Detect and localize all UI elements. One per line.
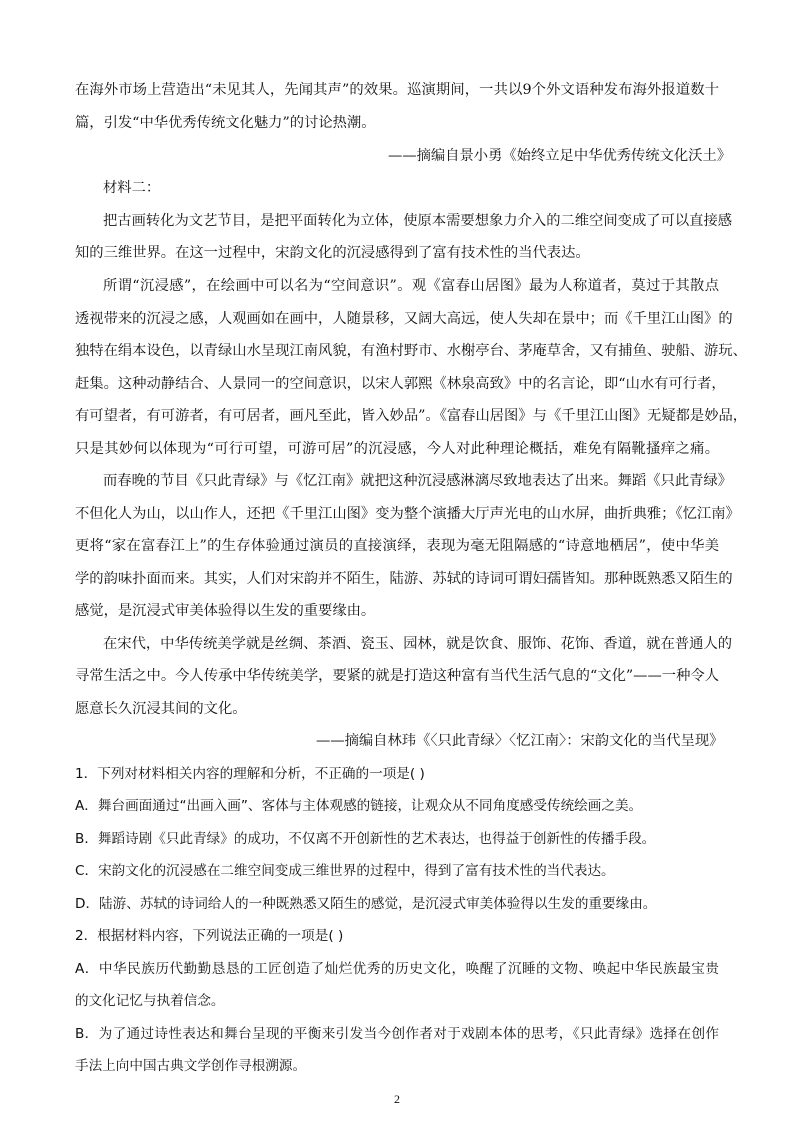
paragraph-line: 有可望者，有可游者，有可居者，画凡至此，皆入妙品”。《富春山居图》与《千里江山图》无疑都是妙品， <box>75 408 748 424</box>
question-2-option-a: A．中华民族历代勤勤恳恳的工匠创造了灿烂优秀的历史文化，唤醒了沉睡的文物、唤起中华民族最宝贵 <box>75 961 719 977</box>
question-1-option-b: B．舞蹈诗剧《只此青绿》的成功，不仅离不开创新性的艺术表达，也得益于创新性的传播手段。 <box>75 831 656 847</box>
paragraph-line: 寻常生活之中。今人传承中华传统美学，要紧的就是打造这种富有当代生活气息的“文化”——一种令人 <box>75 668 719 684</box>
paragraph-line: 愿意长久沉浸其间的文化。 <box>75 701 247 717</box>
paragraph-line: 在宋代，中华传统美学就是丝绸、茶酒、瓷玉、园林，就是饮食、服饰、花饰、香道，就在普通人的 <box>103 636 733 652</box>
question-2-option-b: B．为了通过诗性表达和舞台呈现的平衡来引发当今创作者对于戏剧本体的思考，《只此青绿》选择在创作 <box>75 1026 719 1042</box>
paragraph-line: 独特在绢本设色，以青绿山水呈现江南风貌，有渔村野市、水榭亭台、茅庵草舍，又有捕鱼、驶船、游玩、 <box>75 343 747 359</box>
paragraph-line: 在海外市场上营造出“未见其人，先闻其声”的效果。巡演期间，一共以9个外文语种发布海外报道数十 <box>75 82 719 98</box>
material2-heading: 材料二： <box>103 180 161 196</box>
question-2-option-b-cont: 手法上向中国古典文学创作寻根溯源。 <box>75 1058 307 1074</box>
question-1-option-d: D．陆游、苏轼的诗词给人的一种既熟悉又陌生的感觉，是沉浸式审美体验得以生发的重要缘由。 <box>75 896 657 912</box>
question-2-stem: 2．根据材料内容，下列说法正确的一项是( ) <box>75 928 344 944</box>
paragraph-line: 知的三维世界。在这一过程中，宋韵文化的沉浸感得到了富有技术性的当代表达。 <box>75 245 590 261</box>
paragraph-line: 把古画转化为文艺节目，是把平面转化为立体，使原本需要想象力介入的二维空间变成了可以直接感 <box>103 213 733 229</box>
page-number: 2 <box>394 1092 400 1106</box>
question-1-option-c: C．宋韵文化的沉浸感在二维空间变成三维世界的过程中，得到了富有技术性的当代表达。 <box>75 863 615 879</box>
question-2-option-a-cont: 的文化记忆与执着信念。 <box>75 993 225 1009</box>
paragraph-line: 不但化人为山，以山作人，还把《千里江山图》变为整个演播大厅声光电的山水屏，曲折典雅；《忆江南》 <box>75 506 740 522</box>
paragraph-line: 更将“家在富春江上”的生存体验通过演员的直接演绎，表现为毫无阻隔感的“诗意地栖居”，使中华美 <box>75 538 719 554</box>
material1-source: ——摘编自景小勇《始终立足中华优秀传统文化沃土》 <box>388 148 732 164</box>
paragraph-line: 篇，引发“中华优秀传统文化魅力”的讨论热潮。 <box>75 115 376 131</box>
paragraph-line: 学的韵味扑面而来。其实，人们对宋韵并不陌生，陆游、苏轼的诗词可谓妇孺皆知。那种既熟悉又陌生的 <box>75 571 733 587</box>
paragraph-line: 只是其妙何以体现为“可行可望，可游可居”的沉浸感，今人对此种理论概括，难免有隔靴搔痒之痛。 <box>75 441 719 457</box>
question-1-stem: 1．下列对材料相关内容的理解和分析，不正确的一项是( ) <box>75 766 425 782</box>
paragraph-line: 透视带来的沉浸之感，人观画如在画中，人随景移，又阔大高远，使人失却在景中；而《千里江山图》的 <box>75 311 733 327</box>
material2-source: ——摘编自林玮《〈只此青绿〉〈忆江南〉：宋韵文化的当代呈现》 <box>316 733 724 749</box>
paragraph-line: 而春晚的节目《只此青绿》与《忆江南》就把这种沉浸感淋漓尽致地表达了出来。舞蹈《只此青绿》 <box>103 473 733 489</box>
paragraph-line: 感觉，是沉浸式审美体验得以生发的重要缘由。 <box>75 603 376 619</box>
question-1-option-a: A．舞台画面通过“出画入画”、客体与主体观感的链接，让观众从不同角度感受传统绘画之美。 <box>75 798 643 814</box>
paragraph-line: 赶集。这种动静结合、人景同一的空间意识，以宋人郭熙《林泉高致》中的名言论，即“山水有可行者， <box>75 376 726 392</box>
paragraph-line: 所谓“沉浸感”，在绘画中可以名为“空间意识”。观《富春山居图》最为人称道者，莫过于其散点 <box>103 278 719 294</box>
